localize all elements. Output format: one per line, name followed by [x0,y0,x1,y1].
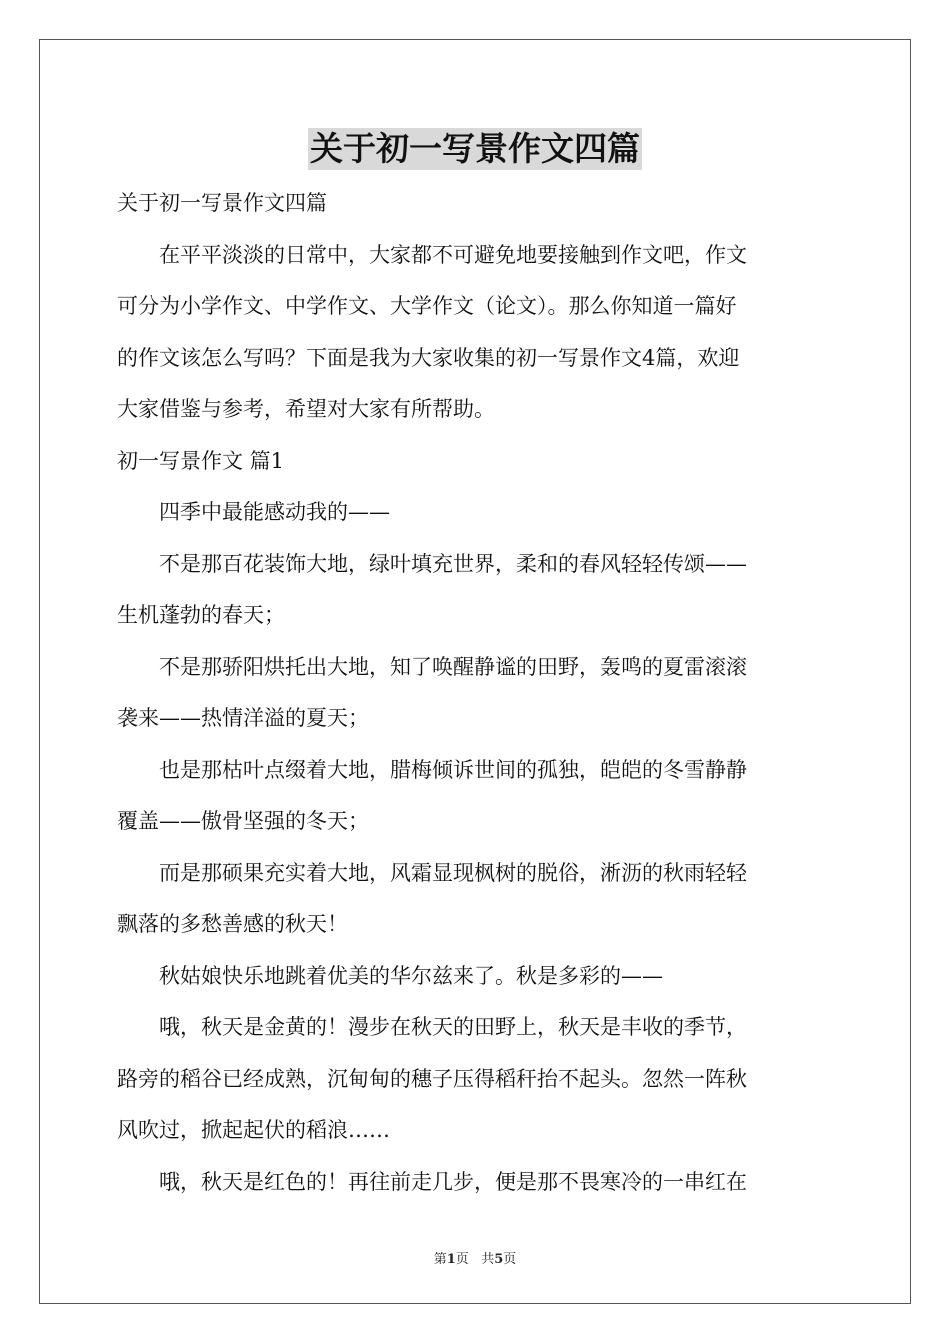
paragraph-line: 路旁的稻谷已经成熟，沉甸甸的穗子压得稻秆抬不起头。忽然一阵秋 [117,1066,747,1091]
footer-page-suffix: 页 [455,1252,469,1267]
paragraph [117,1002,835,1157]
paragraph [117,1157,835,1209]
paragraph-line: 哦，秋天是金黄的！漫步在秋天的田野上，秋天是丰收的季节， [159,1015,747,1039]
paragraph-line: 秋姑娘快乐地跳着优美的华尔兹来了。秋是多彩的—— [159,963,663,988]
paragraph-line: 大家借鉴与参考，希望对大家有所帮助。 [117,397,495,421]
paragraph [117,487,835,539]
document-title: 关于初一写景作文四篇 [310,129,640,168]
paragraph-line: 不是那百花装饰大地，绿叶填充世界，柔和的春风轻轻传颂—— [159,551,747,576]
paragraph-line: 飘落的多愁善感的秋天！ [117,912,348,936]
paragraph-line: 不是那骄阳烘托出大地，知了唤醒静谧的田野，轰鸣的夏雷滚滚 [159,654,747,679]
paragraph-line: 在平平淡淡的日常中，大家都不可避免地要接触到作文吧，作文 [159,242,747,267]
paragraph [117,951,835,1003]
paragraph-line: 哦，秋天是红色的！再往前走几步，便是那不畏寒冷的一串红在 [159,1169,747,1194]
page-footer [0,1248,950,1267]
paragraph-list [117,230,835,1209]
footer-total-suffix: 页 [503,1252,517,1267]
paragraph-line: 初一写景作文 篇1 [117,448,285,473]
footer-total-prefix: 共 [481,1252,495,1267]
paragraph-line: 而是那硕果充实着大地，风霜显现枫树的脱俗，淅沥的秋雨轻轻 [159,860,747,885]
paragraph [117,642,835,745]
paragraph-line: 也是那枯叶点缀着大地，腊梅倾诉世间的孤独，皑皑的冬雪静静 [159,757,747,782]
document-subtitle: 关于初一写景作文四篇 [117,191,327,215]
footer-page-number: 1 [446,1252,456,1267]
paragraph-line: 覆盖——傲骨坚强的冬天； [117,809,369,833]
footer-total-pages: 5 [494,1252,504,1267]
paragraph [117,436,835,488]
document-body [117,178,835,1208]
paragraph-line: 四季中最能感动我的—— [159,500,390,524]
paragraph [117,848,835,951]
footer-page-prefix: 第 [433,1252,447,1267]
paragraph-line: 生机蓬勃的春天； [117,603,285,627]
paragraph-line: 袭来——热情洋溢的夏天； [117,706,369,730]
paragraph-line: 的作文该怎么写吗？下面是我为大家收集的初一写景作文4篇，欢迎 [117,345,740,370]
paragraph [117,230,835,436]
paragraph-line: 可分为小学作文、中学作文、大学作文（论文）。那么你知道一篇好 [117,294,737,318]
paragraph [117,745,835,848]
title-container [0,128,950,170]
paragraph-line: 风吹过，掀起起伏的稻浪…… [117,1118,390,1142]
paragraph [117,539,835,642]
